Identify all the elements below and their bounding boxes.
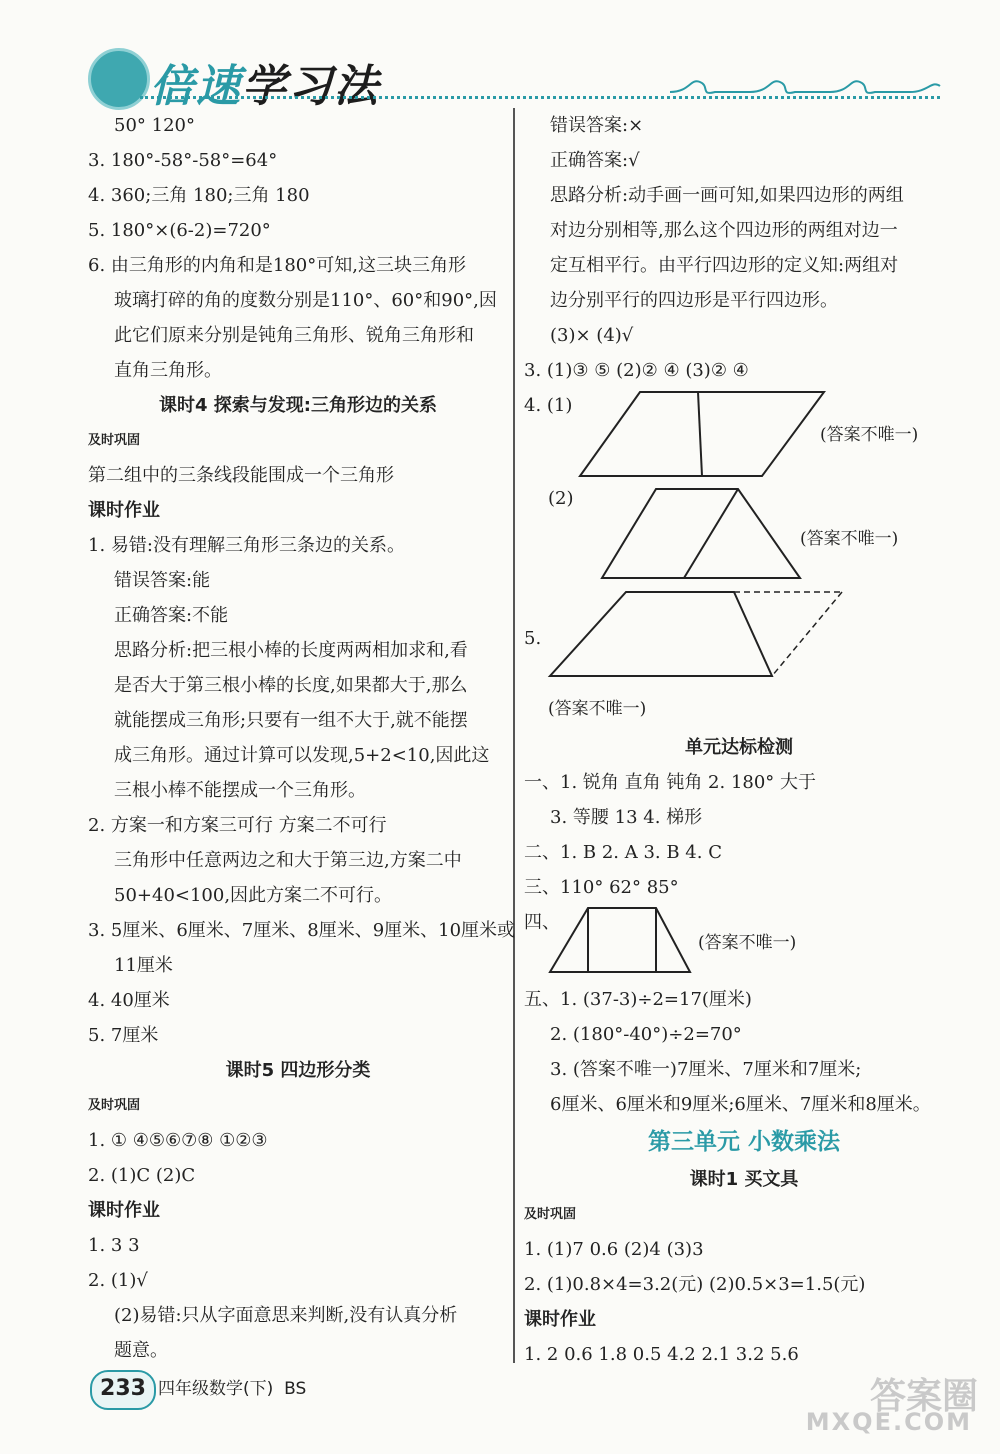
- series-title-b: 学习法: [242, 61, 380, 112]
- answer-line: 成三角形。通过计算可以发现,5+2<10,因此这: [114, 745, 490, 766]
- answer-line: 题意。: [114, 1340, 168, 1361]
- answer-line: 思路分析:把三根小棒的长度两两相加求和,看: [114, 640, 468, 661]
- answer-line: 玻璃打碎的角的度数分别是110°、60°和90°,因: [114, 290, 497, 311]
- page-number: 233: [90, 1370, 156, 1410]
- answer-line: 6. 由三角形的内角和是180°可知,这三块三角形: [88, 255, 466, 276]
- series-title-a: 倍速: [150, 61, 242, 112]
- subsection-label: 课时作业: [88, 500, 160, 521]
- answer-line: 定互相平行。由平行四边形的定义知:两组对: [550, 255, 899, 276]
- answer-line: 5.: [524, 628, 542, 649]
- answer-line: 错误答案:×: [550, 115, 644, 136]
- answer-note: (答案不唯一): [548, 699, 647, 719]
- answer-line: 错误答案:能: [114, 570, 211, 591]
- answer-line: 思路分析:动手画一画可知,如果四边形的两组: [550, 185, 904, 206]
- answer-line: 2. 方案一和方案三可行 方案二不可行: [88, 815, 387, 836]
- answer-line: 4. (1): [524, 395, 573, 416]
- right-column: [524, 108, 954, 423]
- answer-line: 是否大于第三根小棒的长度,如果都大于,那么: [114, 675, 468, 696]
- watermark-url: MXQE.COM: [805, 1408, 972, 1436]
- left-column: [88, 108, 516, 1368]
- header-rule: [140, 96, 940, 99]
- answer-line: 6厘米、6厘米和9厘米;6厘米、7厘米和8厘米。: [550, 1094, 931, 1115]
- unit-title: 第三单元 小数乘法: [647, 1129, 840, 1155]
- subsection-label: 及时巩固: [524, 1207, 577, 1222]
- watermark-logo: 答案圈: [869, 1376, 978, 1417]
- trapezoid-height-figure: [548, 904, 693, 976]
- section-title: 课时5 四边形分类: [225, 1060, 371, 1081]
- answer-line: 二、1. B 2. A 3. B 4. C: [524, 842, 722, 863]
- series-title: [150, 50, 380, 114]
- answer-line: 3. 等腰 13 4. 梯形: [550, 807, 703, 828]
- answer-line: 三、110° 62° 85°: [524, 877, 679, 898]
- answer-line: 第二组中的三条线段能围成一个三角形: [88, 465, 394, 486]
- answer-line: 对边分别相等,那么这个四边形的两组对边一: [550, 220, 898, 241]
- answer-line: 5. 7厘米: [88, 1025, 159, 1046]
- book-title-footer: [158, 1374, 306, 1399]
- answer-line: 2. (1)0.8×4=3.2(元) (2)0.5×3=1.5(元): [524, 1274, 866, 1295]
- column-divider: [513, 108, 515, 1363]
- subsection-label: 及时巩固: [88, 433, 141, 448]
- unit-test-block-2: [524, 982, 964, 1372]
- book-title: 四年级数学(下): [158, 1379, 274, 1399]
- answer-line: 2. (1)√: [88, 1270, 148, 1291]
- answer-line: (3)× (4)√: [550, 325, 634, 346]
- answer-line: 2. (1)C (2)C: [88, 1165, 196, 1186]
- trapezoid-completion-figure: [546, 588, 846, 680]
- answer-line: 4. 40厘米: [88, 990, 170, 1011]
- parallelogram-figure: [578, 388, 828, 480]
- answer-line: 五、1. (37-3)÷2=17(厘米): [524, 989, 752, 1010]
- answer-line: 50+40<100,因此方案二不可行。: [114, 885, 393, 906]
- answer-line: 三根小棒不能摆成一个三角形。: [114, 780, 366, 801]
- answer-line: 50° 120°: [114, 115, 195, 136]
- answer-line: (2): [548, 488, 574, 509]
- answer-line: 正确答案:√: [550, 150, 640, 171]
- section-title: 课时1 买文具: [689, 1169, 799, 1190]
- trapezoid-figure: [600, 486, 805, 581]
- answer-line: 3. (答案不唯一)7厘米、7厘米和7厘米;: [550, 1059, 862, 1080]
- answer-line: 1. 2 0.6 1.8 0.5 4.2 2.1 3.2 5.6: [524, 1344, 799, 1365]
- answer-line: 3. (1)③ ⑤ (2)② ④ (3)② ④: [524, 360, 749, 381]
- answer-line: 四、: [524, 912, 560, 933]
- answer-line: 一、1. 锐角 直角 钝角 2. 180° 大于: [524, 772, 817, 793]
- answer-line: 1. (1)7 0.6 (2)4 (3)3: [524, 1239, 704, 1260]
- answer-line: 3. 5厘米、6厘米、7厘米、8厘米、9厘米、10厘米或: [88, 920, 516, 941]
- answer-line: 边分别平行的四边形是平行四边形。: [550, 290, 838, 311]
- edition-label: BS: [284, 1379, 307, 1399]
- answer-line: 就能摆成三角形;只要有一组不大于,就不能摆: [114, 710, 468, 731]
- subsection-label: 课时作业: [524, 1309, 596, 1330]
- answer-line: 三角形中任意两边之和大于第三边,方案二中: [114, 850, 462, 871]
- page-header: [0, 0, 1000, 110]
- answer-line: 正确答案:不能: [114, 605, 229, 626]
- book-logo-icon: [88, 48, 150, 110]
- subsection-label: 及时巩固: [88, 1098, 141, 1113]
- answer-line: 3. 180°-58°-58°=64°: [88, 150, 278, 171]
- answer-line: 2. (180°-40°)÷2=70°: [550, 1024, 742, 1045]
- section-title: 单元达标检测: [685, 737, 793, 758]
- answer-line: 5. 180°×(6-2)=720°: [88, 220, 271, 241]
- answer-note: (答案不唯一): [800, 529, 899, 549]
- answer-line: 11厘米: [114, 955, 173, 976]
- answer-line: 直角三角形。: [114, 360, 222, 381]
- answer-line: 1. 易错:没有理解三角形三条边的关系。: [88, 535, 405, 556]
- answer-line: 4. 360;三角 180;三角 180: [88, 185, 310, 206]
- subsection-label: 课时作业: [88, 1200, 160, 1221]
- answer-line: 1. 3 3: [88, 1235, 140, 1256]
- answer-line: (2)易错:只从字面意思来判断,没有认真分析: [114, 1305, 458, 1326]
- answer-note: (答案不唯一): [820, 425, 919, 445]
- section-title: 课时4 探索与发现:三角形边的关系: [159, 395, 437, 416]
- answer-line: 1. ① ④⑤⑥⑦⑧ ①②③: [88, 1130, 268, 1151]
- answer-line: 此它们原来分别是钝角三角形、锐角三角形和: [114, 325, 474, 346]
- answer-note: (答案不唯一): [698, 933, 797, 953]
